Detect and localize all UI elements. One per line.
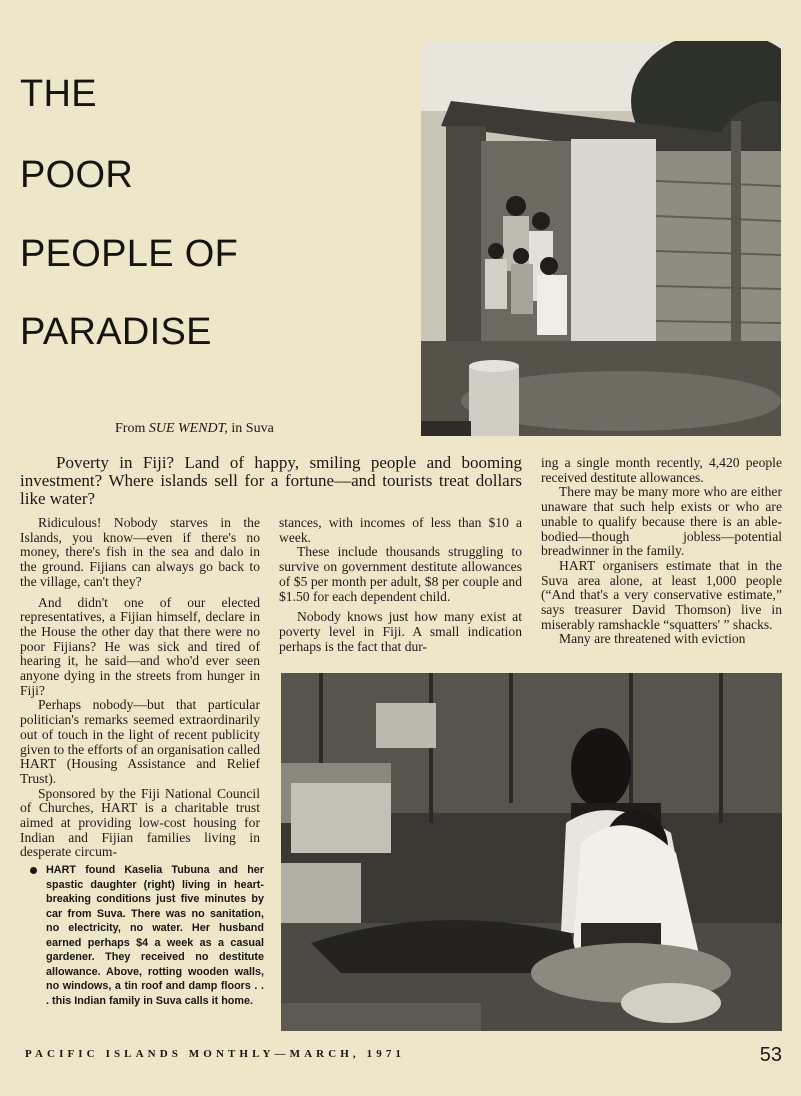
body-paragraph: Many are threatened with eviction: [559, 631, 746, 647]
intro-paragraph: Poverty in Fiji? Land of happy, smiling people and booming investment? Where islands sell for a fortune—and tourists treat dollars like water?: [20, 453, 522, 508]
body-paragraph: And didn't one of our elected representatives, a Fijian himself, declare in the House the other day that there were no poor Fijians? He was sick and tired of hearing it, he said—and who'd ever seen anyone dying in the streets from hunger in Fiji?: [20, 594, 260, 698]
body-column-2: [279, 516, 522, 654]
bullet-icon: [30, 867, 37, 874]
body-column-1: [20, 516, 260, 860]
byline-suffix: in Suva: [227, 421, 274, 436]
body-paragraph: Nobody knows just how many exist at poverty level in Fiji. A small indication perhaps is the fact that dur-: [279, 609, 522, 654]
headline-line-2: POOR: [20, 154, 134, 196]
shack-family-image: [421, 41, 781, 436]
headline-line-1: THE: [20, 73, 97, 115]
caption-text: HART found Kaselia Tubuna and her spastic daughter (right) living in heart-breaking conditions just five minutes by car from Suva. There was no sanitation, no electricity, no water. Her husband earned perhaps $4 a week as a casual gardener. They received no destitute allowance. Above, rotting wooden walls, no windows, a tin roof and damp floors . . . this Indian family in Suva calls it home.: [46, 864, 264, 1007]
byline-prefix: From: [115, 421, 149, 436]
running-head: PACIFIC ISLANDS MONTHLY—MARCH, 1971: [25, 1048, 406, 1060]
body-column-3: [541, 456, 782, 647]
page-footer: [25, 1044, 785, 1068]
photo-caption: [20, 863, 264, 1008]
photo-shack-family: [421, 41, 781, 436]
body-paragraph: There may be many more who are either unaware that such help exists or who are unable to qualify because there is an able-bodied—though jobless—potential breadwinner in the family.: [541, 484, 782, 559]
headline-line-4: PARADISE: [20, 311, 212, 353]
body-paragraph: Ridiculous! Nobody starves in the Islands, you know—even if there's no money, there's fish in the sea and dalo in the ground. Fijians can always go back to the village, can't they?: [20, 515, 260, 589]
body-paragraph: ing a single month recently, 4,420 people received destitute allowances.: [541, 455, 782, 485]
body-paragraph: Perhaps nobody—but that particular politician's remarks seemed extraordinarily out of touch in the light of recent publicity given to the efforts of an organisation called HART (Housing Assistance and Relief Trust).: [20, 697, 260, 786]
mother-daughter-image: [281, 673, 782, 1031]
photo-mother-daughter: [281, 673, 782, 1031]
headline-line-3: PEOPLE OF: [20, 233, 239, 275]
body-paragraph: Sponsored by the Fiji National Council of Churches, HART is a charitable trust aimed at providing low-cost housing for Indian and Fijian families living in desperate circum-: [20, 785, 260, 860]
body-paragraph: stances, with incomes of less than $10 a week.: [279, 515, 522, 545]
body-paragraph: These include thousands struggling to survive on government destitute allowances of $5 per month per adult, $8 per couple and $1.50 for each dependent child.: [279, 544, 522, 604]
byline: [115, 421, 274, 437]
body-paragraph: HART organisers estimate that in the Suva area alone, at least 1,000 people (“And that's a very conservative estimate,” says treasurer David Thomson) live in miserably ramshackle “squatters' ” shacks.: [541, 557, 782, 632]
page-number: 53: [759, 1044, 782, 1066]
author-name: SUE WENDT,: [148, 421, 228, 436]
